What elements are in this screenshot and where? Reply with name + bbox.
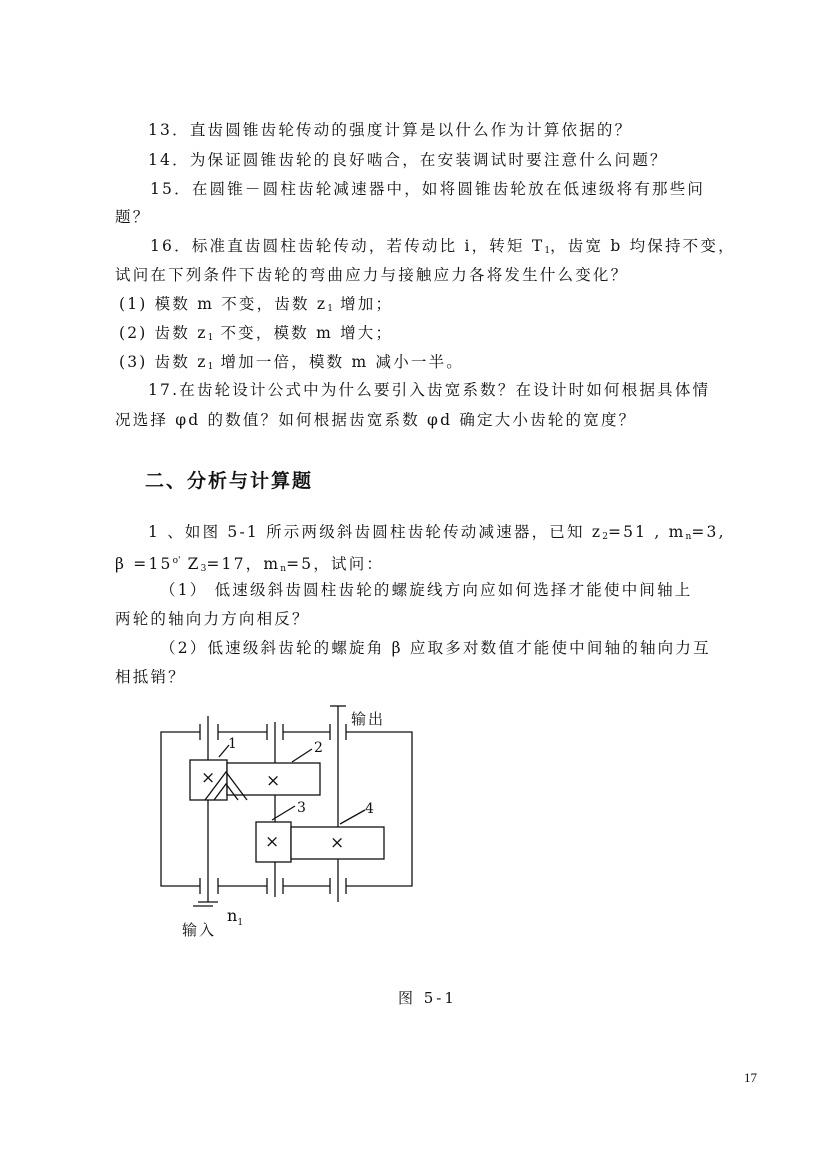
question-16-line2: 试问在下列条件下齿轮的弯曲应力与接触应力各将发生什么变化？ <box>115 266 629 284</box>
problem-1-part1-line2: 两轮的轴向力方向相反？ <box>115 610 310 628</box>
question-15-line1: 15．在圆锥－圆柱齿轮减速器中，如将圆锥齿轮放在低速级将有那些问 <box>150 180 706 198</box>
problem-1-line1: 1 、如图 5-1 所示两级斜齿圆柱齿轮传动减速器，已知 $z_2=51$ , $m_n=3$, <box>148 523 726 542</box>
problem-1-line2: $\beta =15^{o'}$ $Z_3=17$，$m_n=5$，试问： <box>115 555 385 574</box>
gear-label-1: 1 <box>228 736 237 752</box>
input-label: 输入 <box>182 921 217 939</box>
question-15-line2: 题？ <box>115 208 151 226</box>
gear-3-mark: × <box>265 832 280 852</box>
question-13: 13．直齿圆锥齿轮传动的强度计算是以什么作为计算依据的？ <box>148 121 633 139</box>
problem-1-part2-line2: 相抵销？ <box>115 668 186 686</box>
page-number: 17 <box>744 1070 757 1085</box>
gear-label-2: 2 <box>314 740 323 756</box>
question-17-line2: 况选择 φd 的数值？如何根据齿宽系数 φd 确定大小齿轮的宽度？ <box>115 411 637 429</box>
question-17-line1: 17.在齿轮设计公式中为什么要引入齿宽系数？在设计时如何根据具体情 <box>148 381 711 399</box>
question-16-case2: (2) 齿数 $z_1$ 不变，模数 m 增大； <box>119 324 394 343</box>
question-16-case1: (1) 模数 m 不变，齿数 $z_1$ 增加； <box>119 295 394 314</box>
question-14: 14．为保证圆锥齿轮的良好啮合，在安装调试时要注意什么问题？ <box>148 151 668 169</box>
gear-1-mark: × <box>201 768 216 788</box>
output-label: 输出 <box>351 710 386 728</box>
gear-label-4: 4 <box>365 801 374 817</box>
gear-2-mark: × <box>266 771 281 791</box>
gear-label-3: 3 <box>297 800 306 816</box>
section-heading: 二、分析与计算题 <box>145 470 314 492</box>
problem-1-part1-line1: （1） 低速级斜齿圆柱齿轮的螺旋线方向应如何选择才能使中间轴上 <box>160 581 693 599</box>
figure-caption: 图 5-1 <box>398 989 457 1007</box>
question-16-case3: (3) 齿数 $z_1$ 增加一倍，模数 m 减小一半。 <box>119 353 464 372</box>
housing-frame <box>161 732 412 886</box>
problem-1-part2-line1: （2）低速级斜齿轮的螺旋角 β 应取多对数值才能使中间轴的轴向力互 <box>160 639 711 657</box>
gear-reducer-diagram <box>150 700 430 945</box>
question-16-line1: 16．标准直齿圆柱齿轮传动，若传动比 i，转矩 $T_1$，齿宽 b 均保持不变， <box>150 237 736 256</box>
speed-label: $n_1$ <box>227 906 244 928</box>
gear-4-mark: × <box>330 833 345 853</box>
